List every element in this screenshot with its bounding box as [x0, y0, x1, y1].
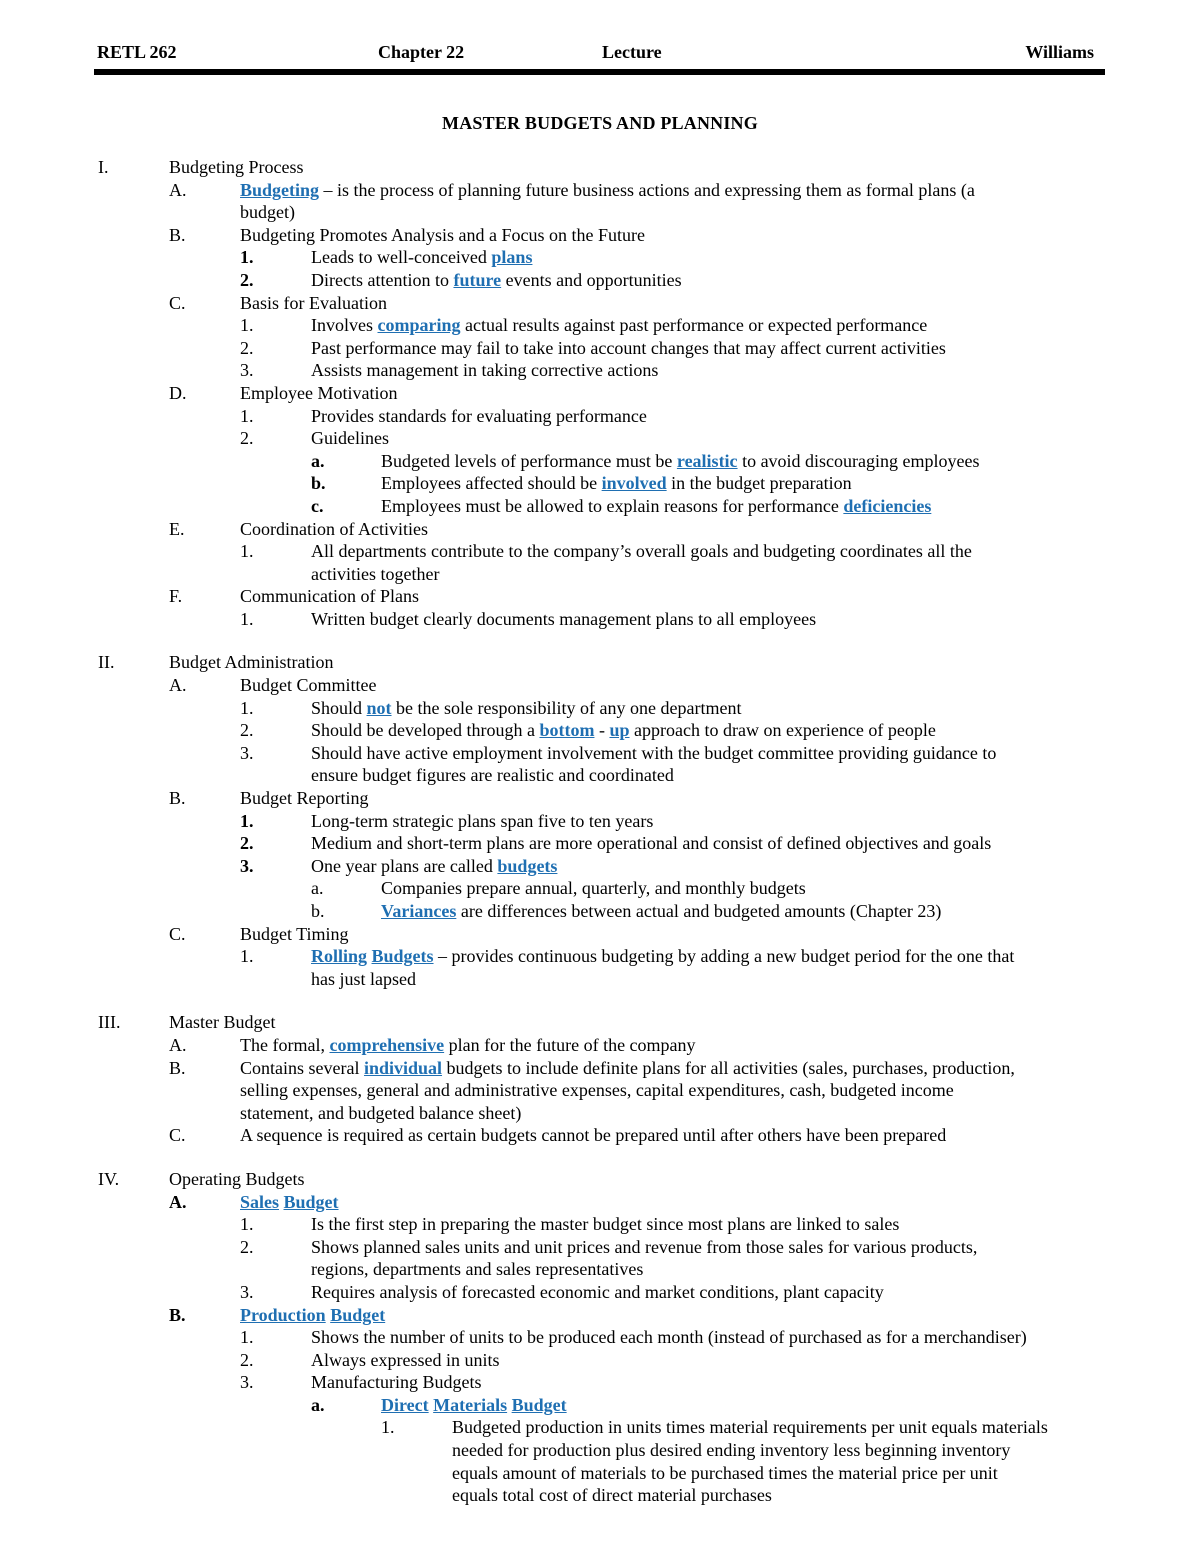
- outline-marker: F.: [169, 586, 183, 607]
- outline-marker: c.: [311, 495, 324, 516]
- outline-marker: 3.: [240, 360, 254, 381]
- outline-line: [0, 674, 1200, 697]
- outline-line: [0, 608, 1200, 631]
- text-run: Contains several: [240, 1057, 364, 1078]
- outline-text: [169, 156, 304, 179]
- outline-text: [240, 787, 369, 810]
- text-run: be the sole responsibility of any one department: [391, 697, 742, 718]
- key-term: future: [453, 269, 502, 290]
- text-run: Budgeting Promotes Analysis and a Focus on the Future: [240, 224, 645, 245]
- key-term: Production: [240, 1304, 326, 1325]
- outline-text: [169, 1168, 304, 1191]
- text-run: Shows planned sales units and unit prices and revenue from those sales for various products,: [311, 1236, 978, 1257]
- outline-marker: B.: [169, 1057, 186, 1078]
- outline-line: [0, 719, 1200, 742]
- outline-line: [0, 923, 1200, 946]
- outline-line: [0, 156, 1200, 179]
- outline-text: [240, 1057, 1015, 1080]
- text-run: Involves: [311, 315, 378, 336]
- outline-line: [0, 495, 1200, 518]
- outline-marker: 2.: [240, 1349, 254, 1370]
- outline-line: [0, 787, 1200, 810]
- text-run: – is the process of planning future business actions and expressing them as formal plans (a: [319, 179, 975, 200]
- outline-text: [381, 1394, 567, 1417]
- key-term: involved: [601, 473, 667, 494]
- outline-line: [0, 968, 1200, 991]
- outline-marker: 1.: [240, 247, 254, 268]
- outline-text: [452, 1439, 1010, 1462]
- outline-text: [311, 764, 674, 787]
- key-term: Materials: [433, 1394, 508, 1415]
- outline-text: [311, 1281, 884, 1304]
- text-run: Always expressed in units: [311, 1349, 500, 1370]
- text-run: has just lapsed: [311, 968, 416, 989]
- outline-marker: B.: [169, 224, 186, 245]
- outline-text: [311, 719, 936, 742]
- outline-text: [452, 1416, 1048, 1439]
- outline-line: [0, 1079, 1200, 1102]
- outline-line: [0, 585, 1200, 608]
- text-run: Directs attention to: [311, 269, 454, 290]
- outline-text: [381, 472, 852, 495]
- outline-text: [311, 337, 946, 360]
- text-run: Shows the number of units to be produced each month (instead of purchased as for a merchandiser): [311, 1327, 1027, 1348]
- document-type: Lecture: [602, 42, 662, 62]
- outline-text: [381, 877, 806, 900]
- outline-text: [240, 1034, 696, 1057]
- key-term: Budgeting: [240, 179, 320, 200]
- outline-line: [0, 1326, 1200, 1349]
- course-code: RETL 262: [97, 42, 177, 62]
- text-run: Basis for Evaluation: [240, 292, 387, 313]
- text-run: equals amount of materials to be purchased times the material price per unit: [452, 1462, 998, 1483]
- text-run: Budget Administration: [169, 652, 334, 673]
- outline-text: [311, 314, 927, 337]
- text-run: Employee Motivation: [240, 382, 398, 403]
- outline-marker: 1.: [240, 697, 254, 718]
- outline-marker: 1.: [240, 1214, 254, 1235]
- outline-line: [0, 405, 1200, 428]
- outline-marker: 1.: [240, 810, 254, 831]
- text-run: statement, and budgeted balance sheet): [240, 1102, 522, 1123]
- outline-line: [0, 1258, 1200, 1281]
- text-run: actual results against past performance or expected performance: [460, 315, 928, 336]
- outline-marker: III.: [98, 1012, 121, 1033]
- outline-text: [311, 359, 658, 382]
- outline-text: [311, 246, 532, 269]
- outline-text: [240, 1191, 339, 1214]
- outline-text: [311, 855, 557, 878]
- key-term: Rolling: [311, 946, 368, 967]
- text-run: Employees affected should be: [381, 473, 602, 494]
- key-term: bottom: [539, 720, 595, 741]
- outline-text: [311, 540, 972, 563]
- outline-line: [0, 224, 1200, 247]
- outline-text: [240, 674, 377, 697]
- text-run: Operating Budgets: [169, 1168, 305, 1189]
- outline-text: [240, 923, 349, 946]
- outline-marker: 2.: [240, 1236, 254, 1257]
- text-run: regions, departments and sales representatives: [311, 1259, 644, 1280]
- outline-line: [0, 359, 1200, 382]
- text-run: Leads to well-conceived: [311, 247, 492, 268]
- text-run: Coordination of Activities: [240, 518, 428, 539]
- outline-text: [311, 810, 653, 833]
- outline-text: [452, 1484, 772, 1507]
- spacer: [0, 1147, 1200, 1168]
- outline-text: [311, 1371, 481, 1394]
- key-term: individual: [363, 1057, 443, 1078]
- outline-marker: 1.: [240, 1327, 254, 1348]
- outline-text: [311, 1236, 977, 1259]
- text-run: Manufacturing Budgets: [311, 1372, 482, 1393]
- outline-line: [0, 1416, 1200, 1439]
- text-run: Provides standards for evaluating performance: [311, 405, 647, 426]
- outline-line: [0, 1057, 1200, 1080]
- outline-line: [0, 945, 1200, 968]
- outline-text: [240, 179, 975, 202]
- text-run: Guidelines: [311, 428, 389, 449]
- text-run: Budgeting Process: [169, 157, 304, 177]
- outline-marker: C.: [169, 292, 186, 313]
- outline-marker: 1.: [240, 541, 254, 562]
- text-run: Past performance may fail to take into account changes that may affect current activities: [311, 337, 946, 358]
- outline-marker: A.: [169, 1034, 187, 1055]
- outline-line: [0, 1102, 1200, 1125]
- outline-line: [0, 1034, 1200, 1057]
- outline-text: [381, 495, 931, 518]
- key-term: Sales: [240, 1191, 280, 1212]
- outline-marker: I.: [98, 157, 109, 177]
- text-run: – provides continuous budgeting by adding a new budget period for the one that: [433, 946, 1015, 967]
- outline-marker: B.: [169, 1304, 186, 1325]
- outline-line: [0, 179, 1200, 202]
- outline-line: [0, 651, 1200, 674]
- outline-line: [0, 1191, 1200, 1214]
- outline-line: [0, 1349, 1200, 1372]
- text-run: The formal,: [240, 1034, 330, 1055]
- outline-line: [0, 201, 1200, 224]
- text-run: All departments contribute to the company’s overall goals and budgeting coordinates all the: [311, 541, 972, 562]
- outline-marker: A.: [169, 179, 187, 200]
- outline-line: [0, 1124, 1200, 1147]
- text-run: events and opportunities: [501, 269, 682, 290]
- text-run: Should have active employment involvement with the budget committee providing guidance to: [311, 742, 997, 763]
- outline-marker: 2.: [240, 337, 254, 358]
- outline-line: [0, 427, 1200, 450]
- text-run: ensure budget figures are realistic and coordinated: [311, 765, 674, 786]
- outline-line: [0, 900, 1200, 923]
- header-rule: [94, 69, 1105, 75]
- outline-marker: 3.: [240, 742, 254, 763]
- outline-text: [311, 608, 816, 631]
- outline-line: [0, 1371, 1200, 1394]
- outline-line: [0, 742, 1200, 765]
- outline-marker: a.: [311, 450, 325, 471]
- outline-text: [240, 382, 397, 405]
- outline-marker: b.: [311, 901, 325, 921]
- outline-text: [311, 1213, 899, 1236]
- text-run: in the budget preparation: [666, 473, 852, 494]
- text-run: Medium and short-term plans are more operational and consist of defined objectives and goals: [311, 833, 992, 854]
- outline-text: [240, 585, 419, 608]
- outline-marker: E.: [169, 518, 185, 539]
- outline-marker: 1.: [240, 405, 254, 426]
- outline-marker: C.: [169, 1125, 186, 1146]
- text-run: Should: [311, 697, 367, 718]
- outline-marker: 1.: [240, 608, 254, 629]
- text-run: One year plans are called: [311, 855, 498, 876]
- text-run: to avoid discouraging employees: [737, 450, 980, 471]
- outline-line: [0, 1462, 1200, 1485]
- text-run: needed for production plus desired ending inventory less beginning inventory: [452, 1440, 1011, 1461]
- key-term: Budgets: [371, 946, 434, 967]
- document-title: MASTER BUDGETS AND PLANNING: [442, 113, 758, 133]
- outline-text: [240, 201, 295, 224]
- outline-text: [311, 405, 647, 428]
- text-run: Written budget clearly documents management plans to all employees: [311, 608, 817, 629]
- key-term: Variances: [381, 901, 457, 921]
- outline-marker: 2.: [240, 720, 254, 741]
- text-run: Assists management in taking corrective actions: [311, 360, 659, 381]
- outline-text: [311, 1349, 499, 1372]
- spacer: [0, 630, 1200, 651]
- key-term: comparing: [377, 315, 461, 336]
- outline-text: [311, 697, 741, 720]
- text-run: are differences between actual and budgeted amounts (Chapter 23): [456, 901, 942, 921]
- key-term: realistic: [676, 450, 738, 471]
- outline-text: [311, 1326, 1027, 1349]
- key-term: plans: [491, 247, 533, 268]
- key-term: Budget: [511, 1394, 567, 1415]
- outline-marker: A.: [169, 675, 187, 696]
- outline-line: [0, 1304, 1200, 1327]
- outline-marker: IV.: [98, 1168, 120, 1189]
- outline-marker: 1.: [240, 946, 254, 967]
- text-run: selling expenses, general and administrative expenses, capital expenditures, cash, budgeted income: [240, 1080, 954, 1101]
- lecture-outline: [0, 156, 1200, 1507]
- text-run: Budget Reporting: [240, 788, 369, 809]
- text-run: Long-term strategic plans span five to ten years: [311, 810, 654, 831]
- outline-text: [311, 832, 991, 855]
- spacer: [0, 990, 1200, 1011]
- outline-marker: C.: [169, 923, 186, 944]
- outline-text: [240, 1079, 954, 1102]
- outline-line: [0, 337, 1200, 360]
- text-run: approach to draw on experience of people: [629, 720, 936, 741]
- outline-text: [169, 651, 334, 674]
- outline-marker: 3.: [240, 1372, 254, 1393]
- text-run: budget): [240, 202, 295, 223]
- outline-line: [0, 832, 1200, 855]
- outline-line: [0, 472, 1200, 495]
- outline-line: [0, 1236, 1200, 1259]
- key-term: not: [366, 697, 392, 718]
- outline-line: [0, 269, 1200, 292]
- text-run: Companies prepare annual, quarterly, and monthly budgets: [381, 878, 806, 899]
- text-run: Should be developed through a: [311, 720, 540, 741]
- text-run: Is the first step in preparing the master budget since most plans are linked to sales: [311, 1214, 900, 1235]
- text-run: Communication of Plans: [240, 586, 419, 607]
- key-term: up: [609, 720, 630, 741]
- key-term: deficiencies: [843, 495, 932, 516]
- text-run: budgets to include definite plans for all activities (sales, purchases, production,: [442, 1057, 1015, 1078]
- outline-text: [311, 1258, 643, 1281]
- outline-text: [240, 292, 387, 315]
- outline-text: [311, 269, 682, 292]
- outline-text: [240, 1102, 521, 1125]
- outline-marker: a.: [311, 1394, 325, 1415]
- text-run: activities together: [311, 563, 440, 584]
- outline-marker: 2.: [240, 833, 254, 854]
- outline-marker: II.: [98, 652, 115, 673]
- outline-line: [0, 382, 1200, 405]
- key-term: Direct: [381, 1394, 429, 1415]
- outline-text: [240, 1304, 385, 1327]
- outline-text: [169, 1011, 275, 1034]
- outline-line: [0, 563, 1200, 586]
- outline-text: [311, 945, 1014, 968]
- outline-line: [0, 246, 1200, 269]
- outline-line: [0, 540, 1200, 563]
- outline-marker: 3.: [240, 1281, 254, 1302]
- outline-line: [0, 450, 1200, 473]
- outline-line: [0, 855, 1200, 878]
- text-run: Budgeted levels of performance must be: [381, 450, 677, 471]
- outline-line: [0, 1168, 1200, 1191]
- outline-line: [0, 877, 1200, 900]
- outline-line: [0, 1394, 1200, 1417]
- outline-line: [0, 697, 1200, 720]
- outline-text: [452, 1462, 998, 1485]
- key-term: Budget: [330, 1304, 386, 1325]
- outline-marker: 3.: [240, 855, 254, 876]
- outline-line: [0, 1281, 1200, 1304]
- outline-line: [0, 1011, 1200, 1034]
- text-run: Master Budget: [169, 1012, 276, 1033]
- outline-marker: a.: [311, 878, 324, 899]
- outline-marker: B.: [169, 788, 186, 809]
- outline-line: [0, 1439, 1200, 1462]
- outline-text: [311, 742, 996, 765]
- outline-text: [311, 563, 439, 586]
- outline-marker: 1.: [240, 315, 254, 336]
- text-run: Budgeted production in units times material requirements per unit equals materials: [452, 1417, 1048, 1438]
- key-term: comprehensive: [329, 1034, 445, 1055]
- instructor-name: Williams: [1025, 42, 1094, 62]
- outline-text: [311, 968, 416, 991]
- key-term: budgets: [497, 855, 558, 876]
- outline-text: [240, 518, 428, 541]
- text-run: Requires analysis of forecasted economic and market conditions, plant capacity: [311, 1281, 884, 1302]
- outline-text: [311, 427, 389, 450]
- page-header: [97, 42, 1104, 66]
- outline-line: [0, 1484, 1200, 1507]
- outline-line: [0, 1213, 1200, 1236]
- outline-marker: 2.: [240, 269, 254, 290]
- chapter-label: Chapter 22: [378, 42, 465, 62]
- outline-marker: b.: [311, 473, 326, 494]
- text-run: -: [594, 720, 610, 741]
- outline-line: [0, 764, 1200, 787]
- outline-line: [0, 518, 1200, 541]
- text-run: Employees must be allowed to explain reasons for performance: [381, 495, 844, 516]
- outline-text: [381, 900, 941, 923]
- outline-line: [0, 314, 1200, 337]
- outline-marker: 2.: [240, 428, 254, 449]
- outline-text: [240, 1124, 946, 1147]
- text-run: Budget Committee: [240, 675, 377, 696]
- text-run: plan for the future of the company: [444, 1034, 696, 1055]
- outline-marker: D.: [169, 382, 187, 403]
- outline-marker: A.: [169, 1191, 187, 1212]
- text-run: A sequence is required as certain budgets cannot be prepared until after others have been prepared: [240, 1125, 947, 1146]
- outline-line: [0, 292, 1200, 315]
- outline-text: [381, 450, 980, 473]
- outline-marker: 1.: [381, 1417, 395, 1438]
- key-term: Budget: [283, 1191, 339, 1212]
- text-run: equals total cost of direct material purchases: [452, 1485, 772, 1506]
- outline-line: [0, 810, 1200, 833]
- outline-text: [240, 224, 645, 247]
- text-run: Budget Timing: [240, 923, 349, 944]
